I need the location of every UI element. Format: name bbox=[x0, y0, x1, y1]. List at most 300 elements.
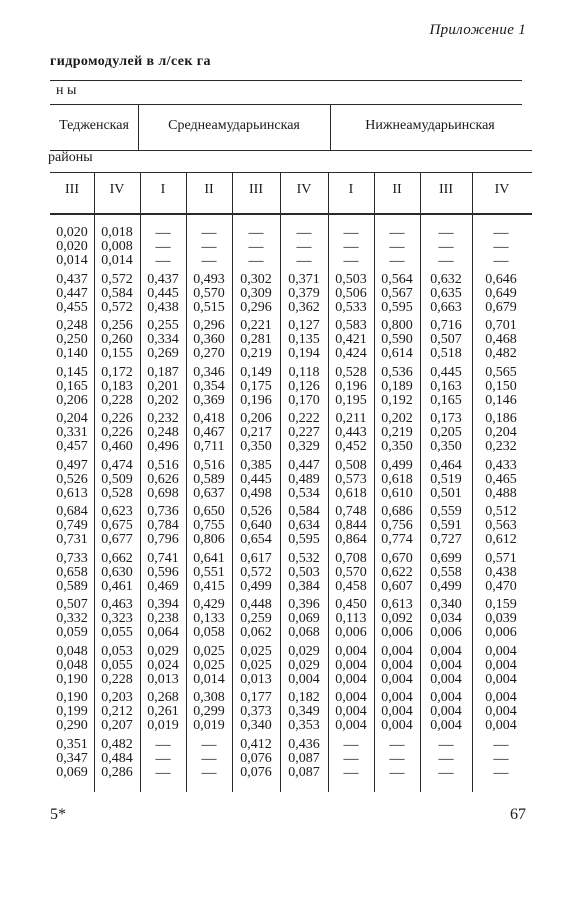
table-cell: 0,270 bbox=[193, 346, 225, 361]
table-cell: 0,493 bbox=[193, 271, 225, 287]
table-cell: 0,226 bbox=[101, 425, 133, 440]
table-cell: 0,232 bbox=[485, 439, 517, 454]
table-cell: — bbox=[296, 225, 312, 241]
table-cell: — bbox=[389, 239, 405, 255]
region-nizhneamudarya: Нижнеамударьинская bbox=[365, 118, 495, 133]
table-cell: 0,445 bbox=[430, 364, 462, 380]
table-cell: 0,663 bbox=[430, 299, 462, 315]
table-cell: 0,004 bbox=[335, 671, 367, 687]
table-cell: 0,613 bbox=[56, 485, 88, 501]
table-cell: 0,055 bbox=[101, 657, 133, 673]
table-cell: 0,503 bbox=[288, 564, 320, 580]
table-cell: 0,583 bbox=[335, 318, 367, 333]
table-cell: 0,029 bbox=[147, 643, 179, 659]
table-cell: 0,059 bbox=[56, 625, 88, 640]
table-cell: 0,589 bbox=[193, 471, 225, 487]
table-cell: 0,353 bbox=[288, 718, 320, 733]
table-cell: 0,062 bbox=[240, 625, 272, 640]
table-cell: 0,716 bbox=[430, 318, 462, 333]
table-cell: 0,190 bbox=[56, 690, 88, 705]
table-cell: 0,150 bbox=[485, 378, 517, 394]
table-cell: 0,118 bbox=[288, 364, 320, 380]
table-cell: 0,571 bbox=[485, 550, 517, 566]
table-cell: 0,192 bbox=[381, 392, 413, 408]
table-cell: 0,508 bbox=[335, 457, 367, 473]
table-cell: 0,145 bbox=[56, 364, 88, 380]
table-cell: 0,736 bbox=[147, 504, 179, 519]
table-cell: 0,371 bbox=[288, 271, 320, 287]
table-cell: 0,533 bbox=[335, 299, 367, 315]
table-cell: — bbox=[438, 764, 454, 781]
table-cell: 0,698 bbox=[147, 485, 179, 501]
table-cell: 0,004 bbox=[430, 643, 462, 659]
table-cell: 0,699 bbox=[430, 550, 462, 566]
table-cell: 0,623 bbox=[101, 504, 133, 519]
table-cell: 0,748 bbox=[335, 504, 367, 519]
table-cell: 0,518 bbox=[430, 346, 462, 361]
table-cell: 0,646 bbox=[485, 271, 517, 287]
table-cell: 0,004 bbox=[288, 671, 320, 687]
table-cell: 0,201 bbox=[147, 378, 179, 394]
table-cell: 0,708 bbox=[335, 550, 367, 566]
table-cell: 0,429 bbox=[193, 597, 225, 612]
table-cell: 0,350 bbox=[381, 439, 413, 454]
table-cell: 0,004 bbox=[335, 657, 367, 673]
table-cell: 0,727 bbox=[430, 532, 462, 547]
table-cell: 0,006 bbox=[485, 625, 517, 640]
table-cell: 0,755 bbox=[193, 518, 225, 533]
table-cell: 0,340 bbox=[430, 597, 462, 612]
table-cell: 0,006 bbox=[430, 625, 462, 640]
table-cell: 0,113 bbox=[335, 611, 367, 626]
table-cell: 0,259 bbox=[240, 611, 272, 626]
table-cell: 0,351 bbox=[56, 736, 88, 752]
table-cell: 0,584 bbox=[288, 504, 320, 519]
table-cell: 0,654 bbox=[240, 532, 272, 547]
table-cell: 0,014 bbox=[101, 253, 133, 268]
table-cell: 0,013 bbox=[147, 671, 179, 687]
table-cell: 0,637 bbox=[193, 485, 225, 501]
table-cell: 0,489 bbox=[288, 471, 320, 487]
table-cell: 0,731 bbox=[56, 532, 88, 547]
table-cell: 0,190 bbox=[56, 671, 88, 687]
table-cell: 0,436 bbox=[288, 736, 320, 752]
table-cell: 0,394 bbox=[147, 597, 179, 612]
table-cell: 0,679 bbox=[485, 299, 517, 315]
table-cell: 0,331 bbox=[56, 425, 88, 440]
table-cell: 0,844 bbox=[335, 518, 367, 533]
table-cell: — bbox=[296, 253, 312, 269]
col-head: I bbox=[160, 182, 166, 197]
table-cell: 0,018 bbox=[101, 225, 133, 240]
table-cell: 0,464 bbox=[430, 457, 462, 473]
table-cell: 0,076 bbox=[240, 764, 272, 780]
table-cell: 0,596 bbox=[147, 564, 179, 580]
table-cell: 0,607 bbox=[381, 578, 413, 594]
table-cell: 0,496 bbox=[147, 439, 179, 454]
table-cell: 0,458 bbox=[335, 578, 367, 594]
table-cell: 0,670 bbox=[381, 550, 413, 566]
table-cell: 0,004 bbox=[430, 690, 462, 705]
table-cell: 0,528 bbox=[335, 364, 367, 380]
table-cell: 0,749 bbox=[56, 518, 88, 533]
table-cell: 0,004 bbox=[485, 671, 517, 687]
table-cell: 0,774 bbox=[381, 532, 413, 547]
table-cell: 0,800 bbox=[381, 318, 413, 333]
table-cell: 0,433 bbox=[485, 457, 517, 473]
table-cell: 0,618 bbox=[335, 485, 367, 501]
table-cell: 0,612 bbox=[485, 532, 517, 547]
col-head: IV bbox=[109, 182, 125, 197]
table-cell: 0,565 bbox=[485, 364, 517, 380]
table-cell: 0,238 bbox=[147, 611, 179, 626]
table-cell: 0,418 bbox=[193, 411, 225, 426]
table-cell: 0,309 bbox=[240, 285, 272, 301]
table-cell: 0,189 bbox=[381, 378, 413, 394]
table-cell: 0,482 bbox=[101, 736, 133, 752]
table-cell: 0,526 bbox=[56, 471, 88, 487]
table-cell: 0,221 bbox=[240, 318, 272, 333]
table-cell: 0,610 bbox=[381, 485, 413, 501]
table-cell: — bbox=[493, 764, 509, 781]
table-cell: 0,205 bbox=[430, 425, 462, 440]
table-cell: 0,354 bbox=[193, 378, 225, 394]
table-cell: 0,438 bbox=[147, 299, 179, 315]
table-cell: 0,228 bbox=[101, 392, 133, 408]
table-cell: 0,256 bbox=[101, 318, 133, 333]
table-cell: — bbox=[343, 764, 359, 781]
table-cell: 0,551 bbox=[193, 564, 225, 580]
table-cell: 0,053 bbox=[101, 643, 133, 659]
table-cell: 0,584 bbox=[101, 285, 133, 301]
table-cell: 0,649 bbox=[485, 285, 517, 301]
table-cell: 0,499 bbox=[381, 457, 413, 473]
table-cell: 0,396 bbox=[288, 597, 320, 612]
table-cell: 0,536 bbox=[381, 364, 413, 380]
table-cell: 0,437 bbox=[56, 271, 88, 287]
table-cell: 0,020 bbox=[56, 239, 88, 254]
table-cell: 0,217 bbox=[240, 425, 272, 440]
table-cell: 0,269 bbox=[147, 346, 179, 361]
table-cell: — bbox=[493, 225, 509, 241]
table-cell: 0,640 bbox=[240, 518, 272, 533]
table-cell: 0,614 bbox=[381, 346, 413, 361]
table-cell: 0,004 bbox=[430, 718, 462, 733]
table-cell: 0,519 bbox=[430, 471, 462, 487]
col-head: II bbox=[204, 182, 214, 197]
table-cell: 0,421 bbox=[335, 332, 367, 347]
table-cell: 0,641 bbox=[193, 550, 225, 566]
table-cell: 0,507 bbox=[56, 597, 88, 612]
table-cell: 0,626 bbox=[147, 471, 179, 487]
table-cell: 0,528 bbox=[101, 485, 133, 501]
table-cell: 0,465 bbox=[485, 471, 517, 487]
table-cell: 0,004 bbox=[381, 671, 413, 687]
table-cell: 0,784 bbox=[147, 518, 179, 533]
table-cell: 0,424 bbox=[335, 346, 367, 361]
table-cell: 0,589 bbox=[56, 578, 88, 594]
table-cell: 0,559 bbox=[430, 504, 462, 519]
table-cell: 0,025 bbox=[240, 657, 272, 673]
table-cell: 0,025 bbox=[193, 657, 225, 673]
table-cell: — bbox=[493, 750, 509, 767]
table-cell: — bbox=[248, 239, 264, 255]
table-cell: 0,385 bbox=[240, 457, 272, 473]
table-cell: 0,701 bbox=[485, 318, 517, 333]
table-cell: 0,172 bbox=[101, 364, 133, 380]
table-cell: 0,686 bbox=[381, 504, 413, 519]
table-cell: 0,443 bbox=[335, 425, 367, 440]
table-cell: 0,445 bbox=[147, 285, 179, 301]
table-cell: 0,207 bbox=[101, 718, 133, 733]
region-sredneamudarya: Среднеамударьинская bbox=[168, 118, 300, 133]
table-cell: 0,437 bbox=[147, 271, 179, 287]
table-cell: 0,445 bbox=[240, 471, 272, 487]
table-cell: — bbox=[343, 750, 359, 767]
table-cell: 0,004 bbox=[381, 704, 413, 719]
table-cell: 0,499 bbox=[240, 578, 272, 594]
table-cell: 0,268 bbox=[147, 690, 179, 705]
table-cell: 0,024 bbox=[147, 657, 179, 673]
table-cell: 0,004 bbox=[485, 718, 517, 733]
table-cell: 0,806 bbox=[193, 532, 225, 547]
table-cell: 0,194 bbox=[288, 346, 320, 361]
table-cell: 0,004 bbox=[430, 657, 462, 673]
table-cell: 0,675 bbox=[101, 518, 133, 533]
table-cell: 0,126 bbox=[288, 378, 320, 394]
table-cell: 0,204 bbox=[56, 411, 88, 426]
col-head: III bbox=[439, 182, 453, 197]
table-cell: 0,503 bbox=[335, 271, 367, 287]
table-cell: — bbox=[343, 736, 359, 753]
table-cell: 0,501 bbox=[430, 485, 462, 501]
table-cell: 0,261 bbox=[147, 704, 179, 719]
table-cell: 0,149 bbox=[240, 364, 272, 380]
table-cell: 0,058 bbox=[193, 625, 225, 640]
table-cell: 0,014 bbox=[193, 671, 225, 687]
table-cell: — bbox=[438, 736, 454, 753]
table-cell: 0,864 bbox=[335, 532, 367, 547]
table-cell: — bbox=[155, 764, 171, 781]
table-cell: 0,572 bbox=[240, 564, 272, 580]
table-cell: 0,457 bbox=[56, 439, 88, 454]
table-cell: 0,618 bbox=[381, 471, 413, 487]
table-cell: 0,177 bbox=[240, 690, 272, 705]
table-cell: 0,014 bbox=[56, 253, 88, 268]
table-cell: 0,308 bbox=[193, 690, 225, 705]
table-cell: — bbox=[493, 239, 509, 255]
table-cell: 0,635 bbox=[430, 285, 462, 301]
table-cell: 0,350 bbox=[430, 439, 462, 454]
table-cell: 0,570 bbox=[193, 285, 225, 301]
table-cell: 0,004 bbox=[335, 718, 367, 733]
table-cell: 0,069 bbox=[56, 764, 88, 780]
table-cell: 0,196 bbox=[240, 392, 272, 408]
table-cell: 0,133 bbox=[193, 611, 225, 626]
table-cell: 0,384 bbox=[288, 578, 320, 594]
rule-regions-bottom bbox=[50, 150, 532, 151]
table-cell: 0,165 bbox=[430, 392, 462, 408]
table-cell: 0,159 bbox=[485, 597, 517, 612]
table-cell: 0,004 bbox=[335, 643, 367, 659]
table-caption: гидромодулей в л/сек га bbox=[50, 54, 211, 69]
table-cell: — bbox=[438, 253, 454, 269]
table-cell: 0,092 bbox=[381, 611, 413, 626]
table-cell: 0,346 bbox=[193, 364, 225, 380]
table-cell: 0,296 bbox=[193, 318, 225, 333]
table-cell: 0,438 bbox=[485, 564, 517, 580]
table-cell: 0,228 bbox=[101, 671, 133, 687]
table-cell: 0,286 bbox=[101, 764, 133, 780]
table-cell: 0,684 bbox=[56, 504, 88, 519]
table-cell: 0,302 bbox=[240, 271, 272, 287]
table-cell: 0,332 bbox=[56, 611, 88, 626]
table-cell: 0,796 bbox=[147, 532, 179, 547]
table-cell: 0,248 bbox=[147, 425, 179, 440]
table-cell: 0,004 bbox=[485, 690, 517, 705]
table-cell: 0,515 bbox=[193, 299, 225, 315]
table-cell: 0,630 bbox=[101, 564, 133, 580]
table-cell: 0,590 bbox=[381, 332, 413, 347]
table-cell: 0,506 bbox=[335, 285, 367, 301]
table-cell: 0,499 bbox=[430, 578, 462, 594]
table-cell: 0,248 bbox=[56, 318, 88, 333]
table-cell: 0,497 bbox=[56, 457, 88, 473]
table-cell: 0,076 bbox=[240, 750, 272, 766]
table-cell: — bbox=[155, 239, 171, 255]
table-cell: 0,048 bbox=[56, 657, 88, 673]
table-cell: 0,484 bbox=[101, 750, 133, 766]
table-cell: 0,455 bbox=[56, 299, 88, 315]
table-cell: 0,170 bbox=[288, 392, 320, 408]
table-cell: 0,006 bbox=[381, 625, 413, 640]
table-cell: 0,068 bbox=[288, 625, 320, 640]
table-cell: 0,232 bbox=[147, 411, 179, 426]
table-cell: 0,756 bbox=[381, 518, 413, 533]
column-header-row bbox=[50, 172, 532, 214]
table-cell: 0,677 bbox=[101, 532, 133, 547]
table-cell: 0,025 bbox=[240, 643, 272, 659]
table-cell: 0,563 bbox=[485, 518, 517, 533]
table-cell: — bbox=[248, 253, 264, 269]
table-cell: 0,507 bbox=[430, 332, 462, 347]
table-cell: 0,467 bbox=[193, 425, 225, 440]
table-cell: — bbox=[201, 239, 217, 255]
running-head: Приложение 1 bbox=[429, 22, 526, 38]
col-head: III bbox=[249, 182, 263, 197]
table-cell: 0,323 bbox=[101, 611, 133, 626]
table-cell: 0,204 bbox=[485, 425, 517, 440]
table-cell: 0,662 bbox=[101, 550, 133, 566]
table-cell: 0,470 bbox=[485, 578, 517, 594]
table-cell: 0,219 bbox=[381, 425, 413, 440]
table-cell: 0,347 bbox=[56, 750, 88, 766]
table-cell: 0,468 bbox=[485, 332, 517, 347]
table-cell: — bbox=[248, 225, 264, 241]
rule-top bbox=[50, 80, 522, 81]
region-tedzhen: Тедженская bbox=[59, 118, 129, 133]
table-cell: 0,329 bbox=[288, 439, 320, 454]
table-cell: 0,532 bbox=[288, 550, 320, 566]
table-cell: 0,658 bbox=[56, 564, 88, 580]
table-cell: 0,195 bbox=[335, 392, 367, 408]
table-cell: 0,227 bbox=[288, 425, 320, 440]
table-cell: 0,004 bbox=[381, 718, 413, 733]
table-cell: 0,512 bbox=[485, 504, 517, 519]
rule-regions-top bbox=[50, 104, 522, 105]
table-cell: 0,460 bbox=[101, 439, 133, 454]
table-cell: 0,004 bbox=[485, 704, 517, 719]
table-cell: 0,025 bbox=[193, 643, 225, 659]
table-cell: 0,711 bbox=[193, 439, 225, 454]
table-cell: 0,469 bbox=[147, 578, 179, 594]
table-cell: 0,509 bbox=[101, 471, 133, 487]
table-cell: 0,572 bbox=[101, 299, 133, 315]
table-cell: 0,255 bbox=[147, 318, 179, 333]
table-cell: 0,211 bbox=[335, 411, 367, 426]
table-cell: 0,187 bbox=[147, 364, 179, 380]
table-cell: 0,450 bbox=[335, 597, 367, 612]
table-cell: 0,379 bbox=[288, 285, 320, 301]
table-cell: 0,447 bbox=[56, 285, 88, 301]
table-cell: — bbox=[438, 750, 454, 767]
table-cell: 0,447 bbox=[288, 457, 320, 473]
table-cell: 0,741 bbox=[147, 550, 179, 566]
table-cell: 0,135 bbox=[288, 332, 320, 347]
table-cell: 0,004 bbox=[430, 671, 462, 687]
table-cell: — bbox=[155, 225, 171, 241]
table-cell: — bbox=[201, 736, 217, 753]
table-cell: 0,069 bbox=[288, 611, 320, 626]
folio-signature: 5* bbox=[50, 806, 66, 823]
table-cell: 0,212 bbox=[101, 704, 133, 719]
table-cell: — bbox=[389, 736, 405, 753]
table-cell: 0,155 bbox=[101, 346, 133, 361]
table-cell: — bbox=[438, 239, 454, 255]
table-cell: 0,558 bbox=[430, 564, 462, 580]
table-cell: — bbox=[389, 764, 405, 781]
table-cell: 0,591 bbox=[430, 518, 462, 533]
col-head: IV bbox=[494, 182, 510, 197]
table-cell: 0,175 bbox=[240, 378, 272, 394]
table-cell: 0,165 bbox=[56, 378, 88, 394]
table-cell: 0,412 bbox=[240, 736, 272, 752]
table-cell: — bbox=[493, 253, 509, 269]
caption-fragment: н ы bbox=[56, 83, 77, 98]
table-cell: 0,222 bbox=[288, 411, 320, 426]
table-cell: 0,595 bbox=[381, 299, 413, 315]
table-cell: 0,516 bbox=[193, 457, 225, 473]
col-head: III bbox=[65, 182, 79, 197]
table-cell: 0,127 bbox=[288, 318, 320, 333]
table-cell: 0,595 bbox=[288, 532, 320, 547]
table-cell: 0,516 bbox=[147, 457, 179, 473]
label-rayony: районы bbox=[48, 150, 93, 165]
table-cell: — bbox=[155, 736, 171, 753]
table-cell: — bbox=[389, 253, 405, 269]
table-cell: — bbox=[155, 750, 171, 767]
table-cell: — bbox=[296, 239, 312, 255]
table-cell: 0,733 bbox=[56, 550, 88, 566]
table-cell: 0,340 bbox=[240, 718, 272, 733]
table-cell: 0,650 bbox=[193, 504, 225, 519]
table-cell: 0,203 bbox=[101, 690, 133, 705]
table-cell: 0,498 bbox=[240, 485, 272, 501]
table-cell: 0,461 bbox=[101, 578, 133, 594]
table-cell: 0,055 bbox=[101, 625, 133, 640]
table-cell: 0,004 bbox=[485, 657, 517, 673]
table-cell: 0,448 bbox=[240, 597, 272, 612]
